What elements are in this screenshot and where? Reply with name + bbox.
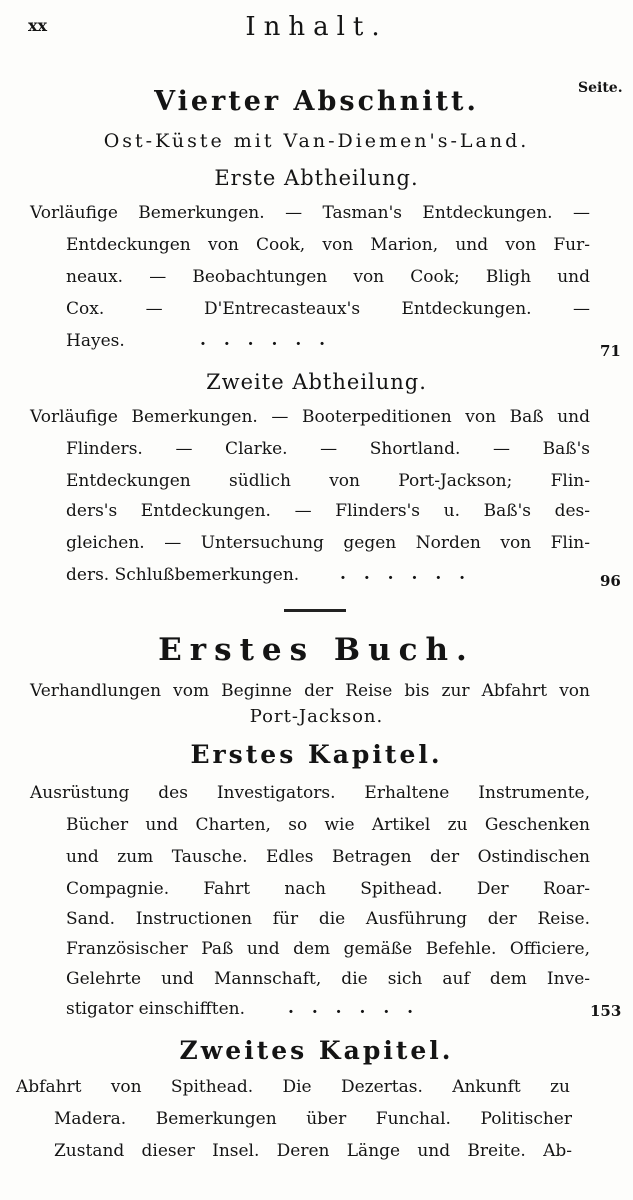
toc-entry-line: ders. Schlußbemerkungen. — [66, 565, 300, 585]
toc-entry-line: und zum Tausche. Edles Betragen der Ostindischen — [66, 847, 590, 867]
toc-entry-line: neaux. — Beobachtungen von Cook; Bligh und — [66, 267, 590, 287]
toc-entry-line: Hayes. — [66, 331, 125, 351]
toc-entry-line: ders's Entdeckungen. — Flinders's u. Baß's des- — [66, 501, 590, 521]
leader-dots: . . . . . . — [340, 564, 472, 584]
folio-number: xx — [28, 16, 48, 35]
toc-entry-line: Entdeckungen südlich von Port-Jackson; Flin- — [66, 471, 590, 491]
toc-entry-line: Madera. Bemerkungen über Funchal. Politischer — [54, 1109, 572, 1129]
toc-entry-line: gleichen. — Untersuchung gegen Norden von Flin- — [66, 533, 590, 553]
part-heading: Erste Abtheilung. — [214, 166, 419, 190]
running-title: Inhalt. — [245, 12, 388, 42]
book-subtitle-line: Port-Jackson. — [249, 706, 384, 727]
seite-label: Seite. — [578, 80, 623, 96]
toc-entry-line: Vorläufige Bemerkungen. — Booterpeditionen von Baß und — [30, 407, 590, 427]
chapter-title: Erstes Kapitel. — [190, 740, 443, 769]
section-subtitle: Ost-Küste mit Van-Diemen's-Land. — [103, 130, 530, 152]
book-title: Erstes Buch. — [158, 632, 475, 668]
toc-entry-line: Abfahrt von Spithead. Die Dezertas. Ankunft zu — [16, 1077, 570, 1097]
toc-entry-line: stigator einschifften. — [66, 999, 246, 1019]
leader-dots: . . . . . . — [200, 330, 332, 350]
toc-entry-line: Entdeckungen von Cook, von Marion, und von Fur- — [66, 235, 590, 255]
page-number: 96 — [600, 572, 621, 590]
toc-entry-line: Sand. Instructionen für die Ausführung der Reise. — [66, 909, 590, 929]
toc-entry-line: Französischer Paß und dem gemäße Befehle. Officiere, — [66, 939, 590, 959]
toc-entry-line: Gelehrte und Mannschaft, die sich auf dem Inve- — [66, 969, 590, 989]
book-subtitle-line: Verhandlungen vom Beginne der Reise bis zur Abfahrt von — [30, 681, 590, 701]
toc-entry-line: Cox. — D'Entrecasteaux's Entdeckungen. — — [66, 299, 590, 319]
chapter-title: Zweites Kapitel. — [179, 1036, 454, 1065]
page-number: 153 — [590, 1002, 622, 1020]
toc-entry-line: Zustand dieser Insel. Deren Länge und Breite. Ab- — [54, 1141, 572, 1161]
toc-entry-line: Ausrüstung des Investigators. Erhaltene Instrumente, — [30, 783, 590, 803]
part-heading: Zweite Abtheilung. — [206, 370, 427, 394]
toc-entry-line: Compagnie. Fahrt nach Spithead. Der Roar- — [66, 879, 590, 899]
leader-dots: . . . . . . — [288, 998, 420, 1018]
toc-entry-line: Vorläufige Bemerkungen. — Tasman's Entdeckungen. — — [30, 203, 590, 223]
toc-entry-line: Bücher und Charten, so wie Artikel zu Geschenken — [66, 815, 590, 835]
toc-entry-line: Flinders. — Clarke. — Shortland. — Baß's — [66, 439, 590, 459]
section-title: Vierter Abschnitt. — [154, 86, 479, 117]
section-divider — [284, 609, 346, 612]
page-number: 71 — [600, 342, 621, 360]
